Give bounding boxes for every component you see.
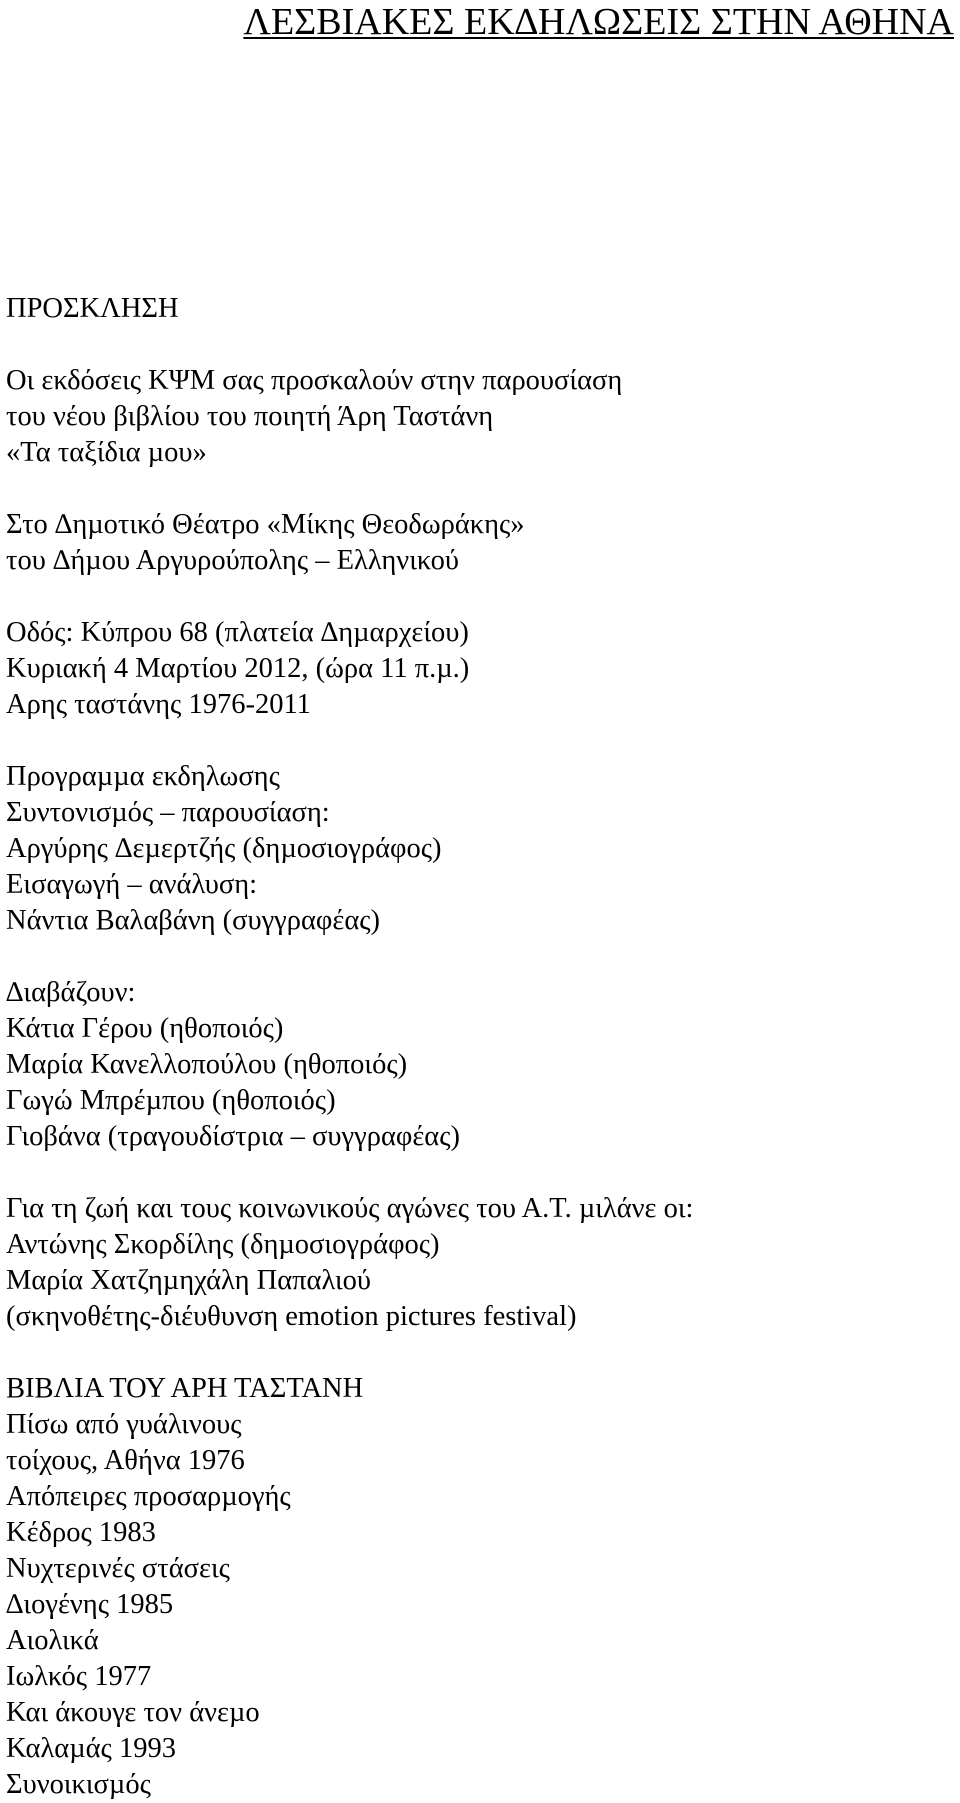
venue-line: Στο ∆ηµοτικό Θέατρο «Μίκης Θεοδωράκης» [6,509,525,540]
reader-line: Μαρία Κανελλοπούλου (ηθοποιός) [6,1049,408,1080]
document-title: ΛΕΣΒΙΑΚΕΣ ΕΚ∆ΗΛΩΣΕΙΣ ΣΤΗΝ ΑΘΗΝΑ [243,1,954,43]
program-heading: Προγραµµα εκδηλωσης [6,761,280,792]
speaker-line: Μαρία Χατζηµηχάλη Παπαλιού [6,1265,371,1296]
address-line: Οδός: Κύπρου 68 (πλατεία ∆ηµαρχείου) [6,617,469,648]
book-line: Και άκουγε τον άνεµο [6,1697,260,1728]
speaker-line: Αντώνης Σκορδίλης (δηµοσιογράφος) [6,1229,440,1260]
spacer [6,939,956,975]
book-line: τοίχους, Αθήνα 1976 [6,1445,245,1476]
spacer [6,579,956,615]
spacer [6,327,956,363]
document-body [6,291,956,1803]
reader-line: Γιοβάνα (τραγουδίστρια – συγγραφέας) [6,1121,460,1152]
venue-line: του ∆ήµου Αργυρούπολης – Ελληνικού [6,545,459,576]
reader-line: Γωγώ Μπρέµπου (ηθοποιός) [6,1085,336,1116]
book-line: Ιωλκός 1977 [6,1661,152,1692]
book-line: Απόπειρες προσαρµογής [6,1481,291,1512]
readers-heading: ∆ιαβάζουν: [6,977,136,1008]
books-heading: ΒΙΒΛΙΑ ΤΟΥ ΑΡΗ ΤΑΣΤΑΝΗ [6,1373,364,1404]
speaker-line: (σκηνοθέτης-διέυθυνση emotion pictures festival) [6,1301,577,1332]
invitation-book-title: «Τα ταξίδια µου» [6,437,207,468]
speakers-heading: Για τη ζωή και τους κοινωνικούς αγώνες του Α.Τ. µιλάνε οι: [6,1193,694,1224]
book-line: Καλαµάς 1993 [6,1733,176,1764]
program-line: Αργύρης ∆εµερτζής (δηµοσιογράφος) [6,833,442,864]
book-line: Νυχτερινές στάσεις [6,1553,230,1584]
book-line: ∆ιογένης 1985 [6,1589,174,1620]
spacer [6,723,956,759]
program-line: Εισαγωγή – ανάλυση: [6,869,258,900]
spacer [6,1155,956,1191]
book-line: Κέδρος 1983 [6,1517,156,1548]
book-line: Αιολικά [6,1625,99,1656]
program-line: Νάντια Βαλαβάνη (συγγραφέας) [6,905,381,936]
invitation-heading: ΠΡΟΣΚΛΗΣΗ [6,293,179,324]
spacer [6,471,956,507]
program-line: Συντονισµός – παρουσίαση: [6,797,330,828]
reader-line: Κάτια Γέρου (ηθοποιός) [6,1013,284,1044]
spacer [6,1335,956,1371]
poet-years-line: Αρης ταστάνης 1976-2011 [6,689,311,720]
book-line: Πίσω από γυάλινους [6,1409,242,1440]
book-line: Συνοικισµός [6,1769,151,1800]
date-time-line: Κυριακή 4 Μαρτίου 2012, (ώρα 11 π.µ.) [6,653,470,684]
invitation-line: Οι εκδόσεις ΚΨΜ σας προσκαλούν στην παρουσίαση [6,365,623,396]
invitation-line: του νέου βιβλίου του ποιητή Άρη Ταστάνη [6,401,494,432]
